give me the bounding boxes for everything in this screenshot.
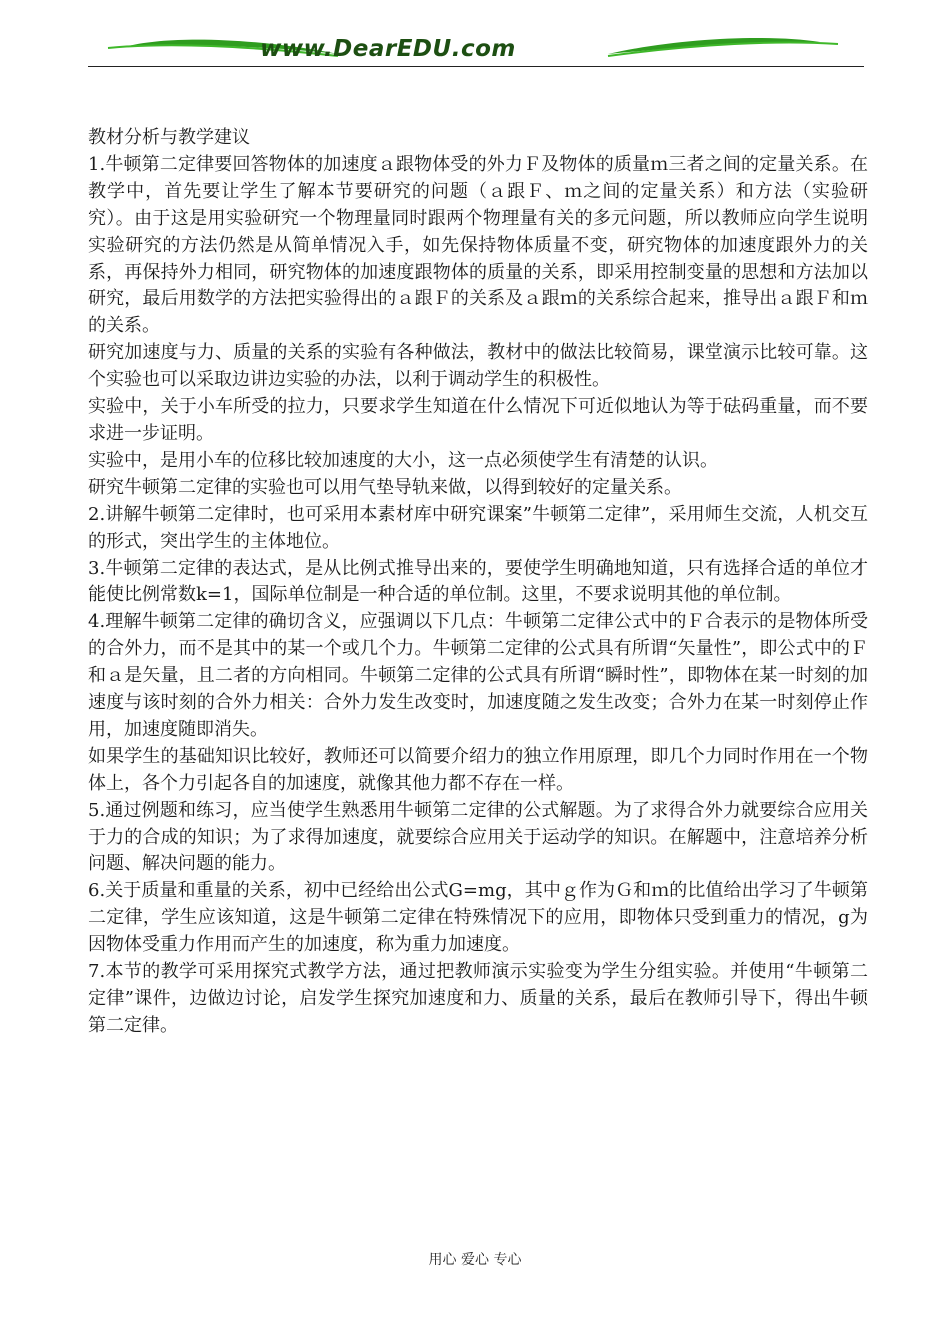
paragraph: 6.关于质量和重量的关系，初中已经给出公式G=mg，其中ｇ作为Ｇ和ｍ的比值给出学习了牛顿第二定律，学生应该知道，这是牛顿第二定律在特殊情况下的应用，即物体只受到重力的情况，g为因物体受重力作用而产生的加速度，称为重力加速度。 [88,880,868,956]
paragraph: 4.理解牛顿第二定律的确切含义，应强调以下几点：牛顿第二定律公式中的Ｆ合表示的是物体所受的合外力，而不是其中的某一个或几个力。牛顿第二定律的公式具有所谓“矢量性”，即公式中的Ｆ和ａ是矢量，且二者的方向相同。牛顿第二定律的公式具有所谓“瞬时性”，即物体在某一时刻的加速度与该时刻的合外力相关：合外力发生改变时，加速度随之发生改变；合外力在某一时刻停止作用，加速度随即消失。 [88,611,868,740]
paragraph: 5.通过例题和练习，应当使学生熟悉用牛顿第二定律的公式解题。为了求得合外力就要综合应用关于力的合成的知识；为了求得加速度，就要综合应用关于运动学的知识。在解题中，注意培养分析问题、解决问题的能力。 [88,799,868,875]
section-heading: 教材分析与教学建议 [88,127,250,148]
document-body [88,125,868,1040]
paragraph: 实验中，是用小车的位移比较加速度的大小，这一点必须使学生有清楚的认识。 [88,449,718,471]
paragraph: 3.牛顿第二定律的表达式，是从比例式推导出来的，要使学生明确地知道，只有选择合适的单位才能使比例常数k=1，国际单位制是一种合适的单位制。这里，不要求说明其他的单位制。 [88,557,868,606]
paragraph: 研究牛顿第二定律的实验也可以用气垫导轨来做，以得到较好的定量关系。 [88,476,682,498]
paragraph: 2.讲解牛顿第二定律时，也可采用本素材库中研究课案”牛顿第二定律”，采用师生交流，人机交互的形式，突出学生的主体地位。 [88,503,868,552]
paragraph: 实验中，关于小车所受的拉力，只要求学生知道在什么情况下可近似地认为等于砝码重量，而不要求进一步证明。 [88,396,868,444]
header-divider [88,66,864,67]
paragraph: 7.本节的教学可采用探究式教学方法，通过把教师演示实验变为学生分组实验。并使用“牛顿第二定律”课件，边做边讨论，启发学生探究加速度和力、质量的关系，最后在教师引导下，得出牛顿第二定律。 [88,961,868,1036]
site-logo: www.DearEDU.com [260,36,516,62]
paragraph: 研究加速度与力、质量的关系的实验有各种做法，教材中的做法比较简易，课堂演示比较可靠。这个实验也可以采取边讲边实验的办法，以利于调动学生的积极性。 [88,342,868,391]
paragraph: 如果学生的基础知识比较好，教师还可以简要介绍力的独立作用原理，即几个力同时作用在一个物体上，各个力引起各自的加速度，就像其他力都不存在一样。 [88,745,868,794]
page-footer: 用心 爱心 专心 [428,1252,522,1268]
paragraph: 1.牛顿第二定律要回答物体的加速度ａ跟物体受的外力Ｆ及物体的质量ｍ三者之间的定量关系。在教学中，首先要让学生了解本节要研究的问题（ａ跟Ｆ、ｍ之间的定量关系）和方法（实验研究）。由于这是用实验研究一个物理量同时跟两个物理量有关的多元问题，所以教师应向学生说明实验研究的方法仍然是从简单情况入手，如先保持物体质量不变，研究物体的加速度跟外力的关系，再保持外力相同，研究物体的加速度跟物体的质量的关系，即采用控制变量的思想和方法加以研究，最后用数学的方法把实验得出的ａ跟Ｆ的关系及ａ跟ｍ的关系综合起来，推导出ａ跟Ｆ和ｍ的关系。 [88,153,868,337]
